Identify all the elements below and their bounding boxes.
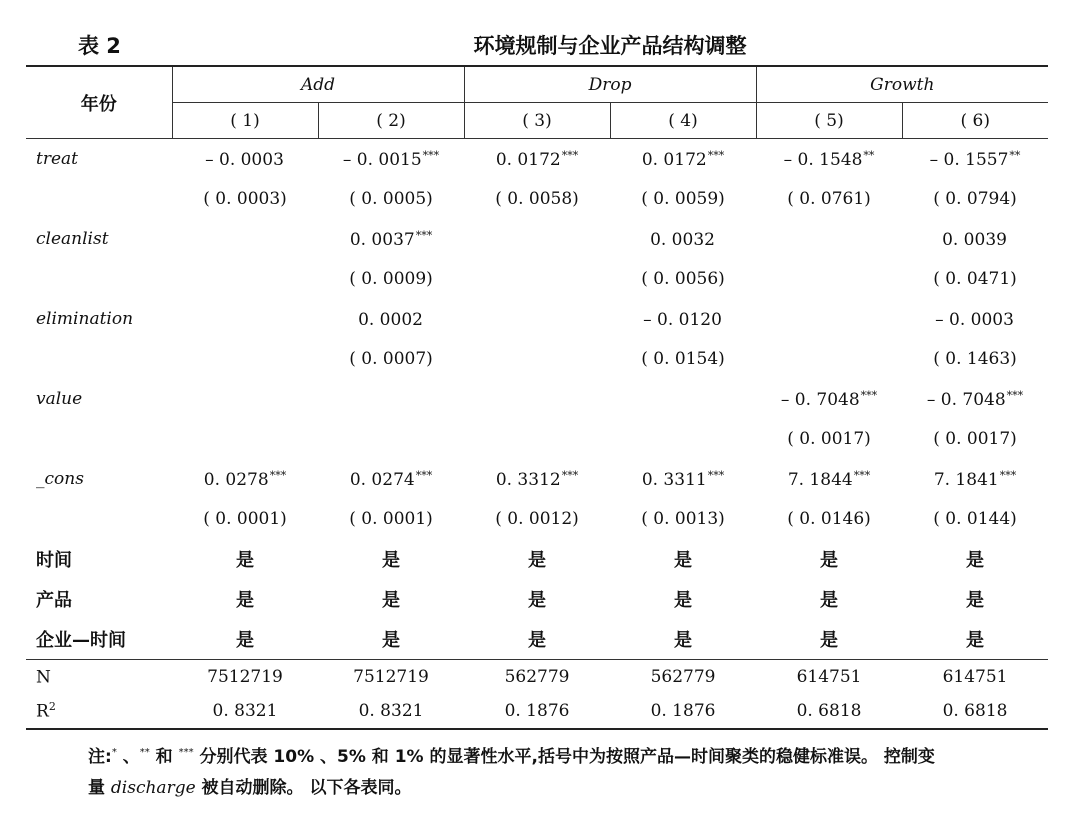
significance-stars: *** [269,468,287,482]
coefficient-value: 0. 3311 [641,469,707,490]
coefficient-cell [756,299,902,339]
fixed-effect-cell: 是 [528,590,547,611]
coefficient-row [26,379,1048,419]
coefficient-cell [902,299,1048,339]
coefficient-value: 0. 0002 [358,309,423,330]
coefficient-cell [464,139,610,180]
column-number: ( 5) [756,103,902,139]
standard-error-cell: ( 0. 0144) [933,509,1017,529]
coefficient-cell [318,219,464,259]
standard-error-cell: ( 0. 0471) [933,269,1017,289]
coefficient-value: – 0. 0003 [205,149,284,170]
empty-label [26,419,172,459]
significance-stars: *** [999,468,1017,482]
coefficient-value: – 0. 7048 [926,389,1006,410]
coefficient-cell [902,219,1048,259]
significance-stars: *** [422,148,440,162]
regression-table [26,65,1048,730]
coefficient-cell [610,379,756,419]
coefficient-cell [610,459,756,499]
coefficient-cell [464,459,610,499]
coefficient-value: 0. 3312 [495,469,561,490]
standard-error-cell: ( 0. 0761) [787,189,871,209]
coefficient-cell [318,139,464,180]
column-number: ( 3) [464,103,610,139]
significance-stars: *** [707,468,725,482]
statistic-cell: 0. 1876 [464,694,610,729]
coefficient-cell [318,299,464,339]
standard-error-cell [464,259,610,299]
coefficient-cell [756,219,902,259]
fixed-effect-cell: 是 [674,590,693,611]
column-number: ( 6) [902,103,1048,139]
standard-error-cell: ( 0. 0001) [349,509,433,529]
coefficient-value: 0. 0172 [495,149,561,170]
significance-stars: *** [853,468,871,482]
coefficient-cell [902,139,1048,180]
year-header: 年份 [26,66,172,139]
variable-label: elimination [36,309,134,329]
standard-error-cell: ( 0. 0017) [787,429,871,449]
standard-error-row [26,419,1048,459]
variable-label: treat [36,149,78,169]
coefficient-cell [464,219,610,259]
coefficient-value: 0. 0037 [349,229,415,250]
variable-label: cleanlist [36,229,109,249]
standard-error-row [26,259,1048,299]
group-header-add: Add [172,66,464,103]
coefficient-value: 7. 1844 [787,469,853,490]
fixed-effect-cell: 是 [820,590,839,611]
standard-error-cell: ( 0. 0017) [933,429,1017,449]
standard-error-cell [172,419,318,459]
coefficient-value: – 0. 0120 [643,309,722,330]
coefficient-value: 0. 0172 [641,149,707,170]
standard-error-cell: ( 0. 0005) [349,189,433,209]
significance-stars: *** [860,388,878,402]
statistic-cell: 562779 [464,660,610,695]
column-number: ( 1) [172,103,318,139]
coefficient-cell [902,459,1048,499]
standard-error-cell: ( 0. 0794) [933,189,1017,209]
coefficient-cell [172,299,318,339]
standard-error-cell: ( 0. 0012) [495,509,579,529]
coefficient-value: 0. 0274 [349,469,415,490]
coefficient-cell [756,379,902,419]
fixed-effect-cell: 是 [966,590,985,611]
column-number: ( 2) [318,103,464,139]
standard-error-cell: ( 0. 0007) [349,349,433,369]
empty-label [26,259,172,299]
fixed-effect-cell: 是 [528,630,547,651]
fixed-effect-row [26,579,1048,619]
header-column-row [26,103,1048,139]
coefficient-cell [318,379,464,419]
coefficient-cell [610,219,756,259]
significance-stars: ** [1009,148,1021,162]
statistic-row [26,660,1048,695]
significance-stars: *** [561,468,579,482]
coefficient-value: 7. 1841 [933,469,999,490]
empty-label [26,339,172,379]
note-sep-2: 和 [149,747,179,767]
table-number: 表 2 [78,34,121,58]
fixed-effect-cell: 是 [382,550,400,571]
statistic-cell: 0. 8321 [318,694,464,729]
statistic-row [26,694,1048,729]
coefficient-value: – 0. 7048 [780,389,860,410]
fixed-effect-cell: 是 [236,590,254,611]
note-text-2-pre: 量 [88,778,111,798]
fixed-effect-cell: 是 [382,630,400,651]
coefficient-row [26,219,1048,259]
coefficient-row [26,299,1048,339]
fixed-effect-cell: 是 [236,550,254,571]
fixed-effect-cell: 是 [382,590,400,611]
coefficient-cell [318,459,464,499]
standard-error-cell: ( 0. 1463) [933,349,1017,369]
standard-error-cell: ( 0. 0154) [641,349,725,369]
standard-error-cell [172,259,318,299]
coefficient-cell [756,459,902,499]
fixed-effect-cell: 是 [820,550,839,571]
significance-stars: *** [561,148,579,162]
standard-error-cell [464,419,610,459]
group-header-growth: Growth [756,66,1048,103]
fixed-effect-cell: 是 [820,630,839,651]
coefficient-cell [756,139,902,180]
note-text-1: 分别代表 10% 、5% 和 1% 的显著性水平,括号中为按照产品—时间聚类的稳健标准误。 控制变 [193,747,935,767]
statistic-cell: 0. 1876 [610,694,756,729]
standard-error-cell: ( 0. 0009) [349,269,433,289]
statistic-cell: 7512719 [318,660,464,695]
coefficient-cell [464,299,610,339]
statistic-name: N [36,667,51,688]
table-caption [0,30,1080,62]
variable-label: value [36,389,83,409]
note-star-2: ** [139,747,150,758]
fixed-effect-cell: 是 [674,550,693,571]
statistic-cell: 562779 [610,660,756,695]
significance-stars: *** [415,228,433,242]
standard-error-cell [610,419,756,459]
coefficient-value: – 0. 0015 [342,149,422,170]
coefficient-value: 0. 0278 [203,469,269,490]
header-group-row [26,66,1048,103]
fixed-effect-cell: 是 [236,630,254,651]
standard-error-cell [172,339,318,379]
standard-error-cell: ( 0. 0001) [203,509,287,529]
standard-error-cell: ( 0. 0059) [641,189,725,209]
standard-error-row [26,339,1048,379]
statistic-cell: 614751 [756,660,902,695]
significance-stars: *** [415,468,433,482]
coefficient-value: – 0. 1557 [929,149,1009,170]
empty-label [26,499,172,539]
table-title: 环境规制与企业产品结构调整 [473,34,747,58]
statistic-cell: 0. 6818 [756,694,902,729]
fixed-effect-cell: 是 [528,550,547,571]
fixed-effect-cell: 是 [966,630,985,651]
fixed-effect-label: 企业—时间 [36,630,126,651]
statistic-label [26,694,172,729]
standard-error-cell: ( 0. 0003) [203,189,287,209]
standard-error-cell: ( 0. 0058) [495,189,579,209]
significance-stars: *** [1006,388,1024,402]
coefficient-value: – 0. 0003 [935,309,1014,330]
coefficient-cell [172,459,318,499]
coefficient-value: 0. 0032 [650,229,715,250]
coefficient-cell [902,379,1048,419]
statistic-cell: 0. 8321 [172,694,318,729]
standard-error-cell [318,419,464,459]
coefficient-row [26,139,1048,180]
column-number: ( 4) [610,103,756,139]
coefficient-value: 0. 0039 [942,229,1007,250]
empty-label [26,179,172,219]
coefficient-row [26,459,1048,499]
statistic-cell: 614751 [902,660,1048,695]
variable-label: _cons [36,469,84,489]
coefficient-cell [464,379,610,419]
note-prefix: 注: [88,747,112,767]
coefficient-value: – 0. 1548 [783,149,863,170]
standard-error-cell: ( 0. 0013) [641,509,725,529]
standard-error-cell: ( 0. 0146) [787,509,871,529]
coefficient-cell [172,379,318,419]
coefficient-cell [610,139,756,180]
statistic-name: R [36,701,49,722]
standard-error-cell [756,339,902,379]
standard-error-cell: ( 0. 0056) [641,269,725,289]
group-header-drop: Drop [464,66,756,103]
note-star-1: * [111,747,117,758]
standard-error-row [26,179,1048,219]
fixed-effect-cell: 是 [966,550,985,571]
table-note [88,737,1056,804]
fixed-effect-label: 时间 [36,550,72,571]
fixed-effect-row [26,539,1048,579]
coefficient-cell [610,299,756,339]
note-star-3: *** [178,747,194,758]
table-body [26,139,1048,730]
standard-error-row [26,499,1048,539]
fixed-effect-row [26,619,1048,660]
note-sep-1: 、 [116,747,140,767]
significance-stars: ** [863,148,875,162]
statistic-label [26,660,172,695]
statistic-cell: 7512719 [172,660,318,695]
statistic-superscript: 2 [48,700,56,714]
fixed-effect-label: 产品 [36,590,72,611]
fixed-effect-cell: 是 [674,630,693,651]
standard-error-cell [464,339,610,379]
note-variable: discharge [110,778,196,798]
coefficient-cell [172,219,318,259]
significance-stars: *** [707,148,725,162]
standard-error-cell [756,259,902,299]
note-text-2-post: 被自动删除。 以下各表同。 [195,778,412,798]
statistic-cell: 0. 6818 [902,694,1048,729]
coefficient-cell [172,139,318,180]
